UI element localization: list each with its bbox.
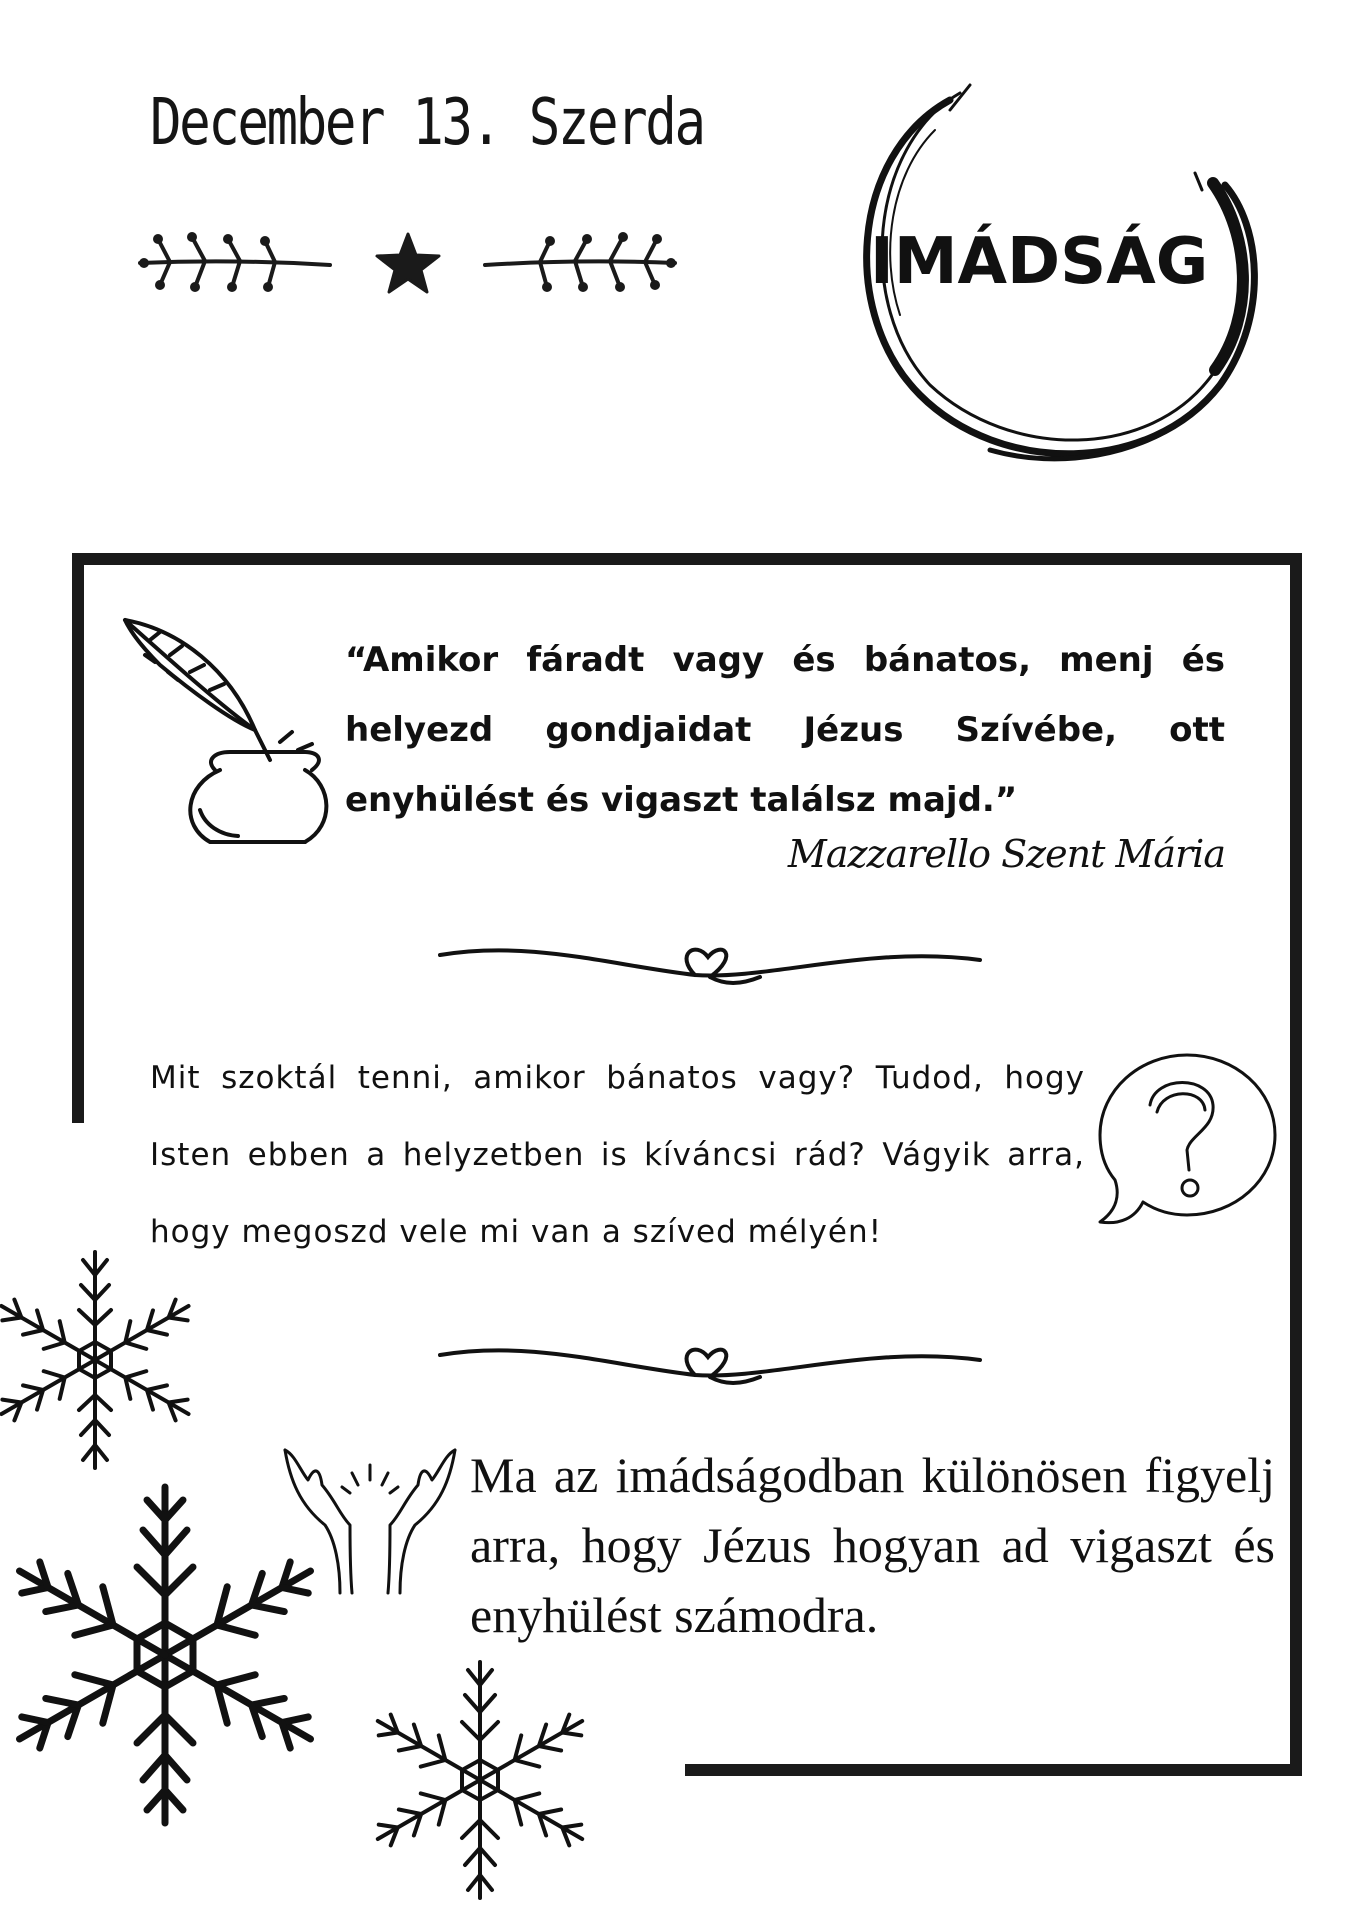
snowflake-icon [365, 1655, 595, 1905]
quote-author: Mazzarello Szent Mária [787, 832, 1225, 876]
snowflake-icon [0, 1475, 330, 1835]
page-title: IMÁDSÁG [870, 225, 1209, 299]
question-bubble-icon [1095, 1050, 1280, 1230]
frame-border-top [72, 553, 1302, 565]
snowflake-icon [0, 1245, 190, 1475]
heart-divider-icon [440, 935, 980, 990]
quill-inkwell-icon [120, 610, 330, 850]
frame-border-bottom [685, 1764, 1302, 1776]
branch-icon-right [485, 225, 675, 300]
branch-icon-left [140, 225, 330, 300]
heart-divider-icon [440, 1335, 980, 1390]
prayer-text: Ma az imádságodban különösen figyelj arra, hogy Jézus hogyan ad vigaszt és enyhülést számodra. [470, 1447, 1275, 1643]
reflection-text: Mit szoktál tenni, amikor bánatos vagy? Tudod, hogy Isten ebben a helyzetben is kíváncsi rád? Vágyik arra, hogy megoszd vele mi van a szíved mélyén! [150, 1060, 1085, 1250]
quote-text: “Amikor fáradt vagy és bánatos, menj és helyezd gondjaidat Jézus Szívébe, ott enyhülést és vigaszt találsz majd.” [345, 640, 1225, 820]
frame-border-left [72, 553, 84, 1123]
page-date: December 13. Szerda [150, 86, 704, 160]
star-icon [375, 232, 441, 294]
frame-border-right [1290, 553, 1302, 1776]
